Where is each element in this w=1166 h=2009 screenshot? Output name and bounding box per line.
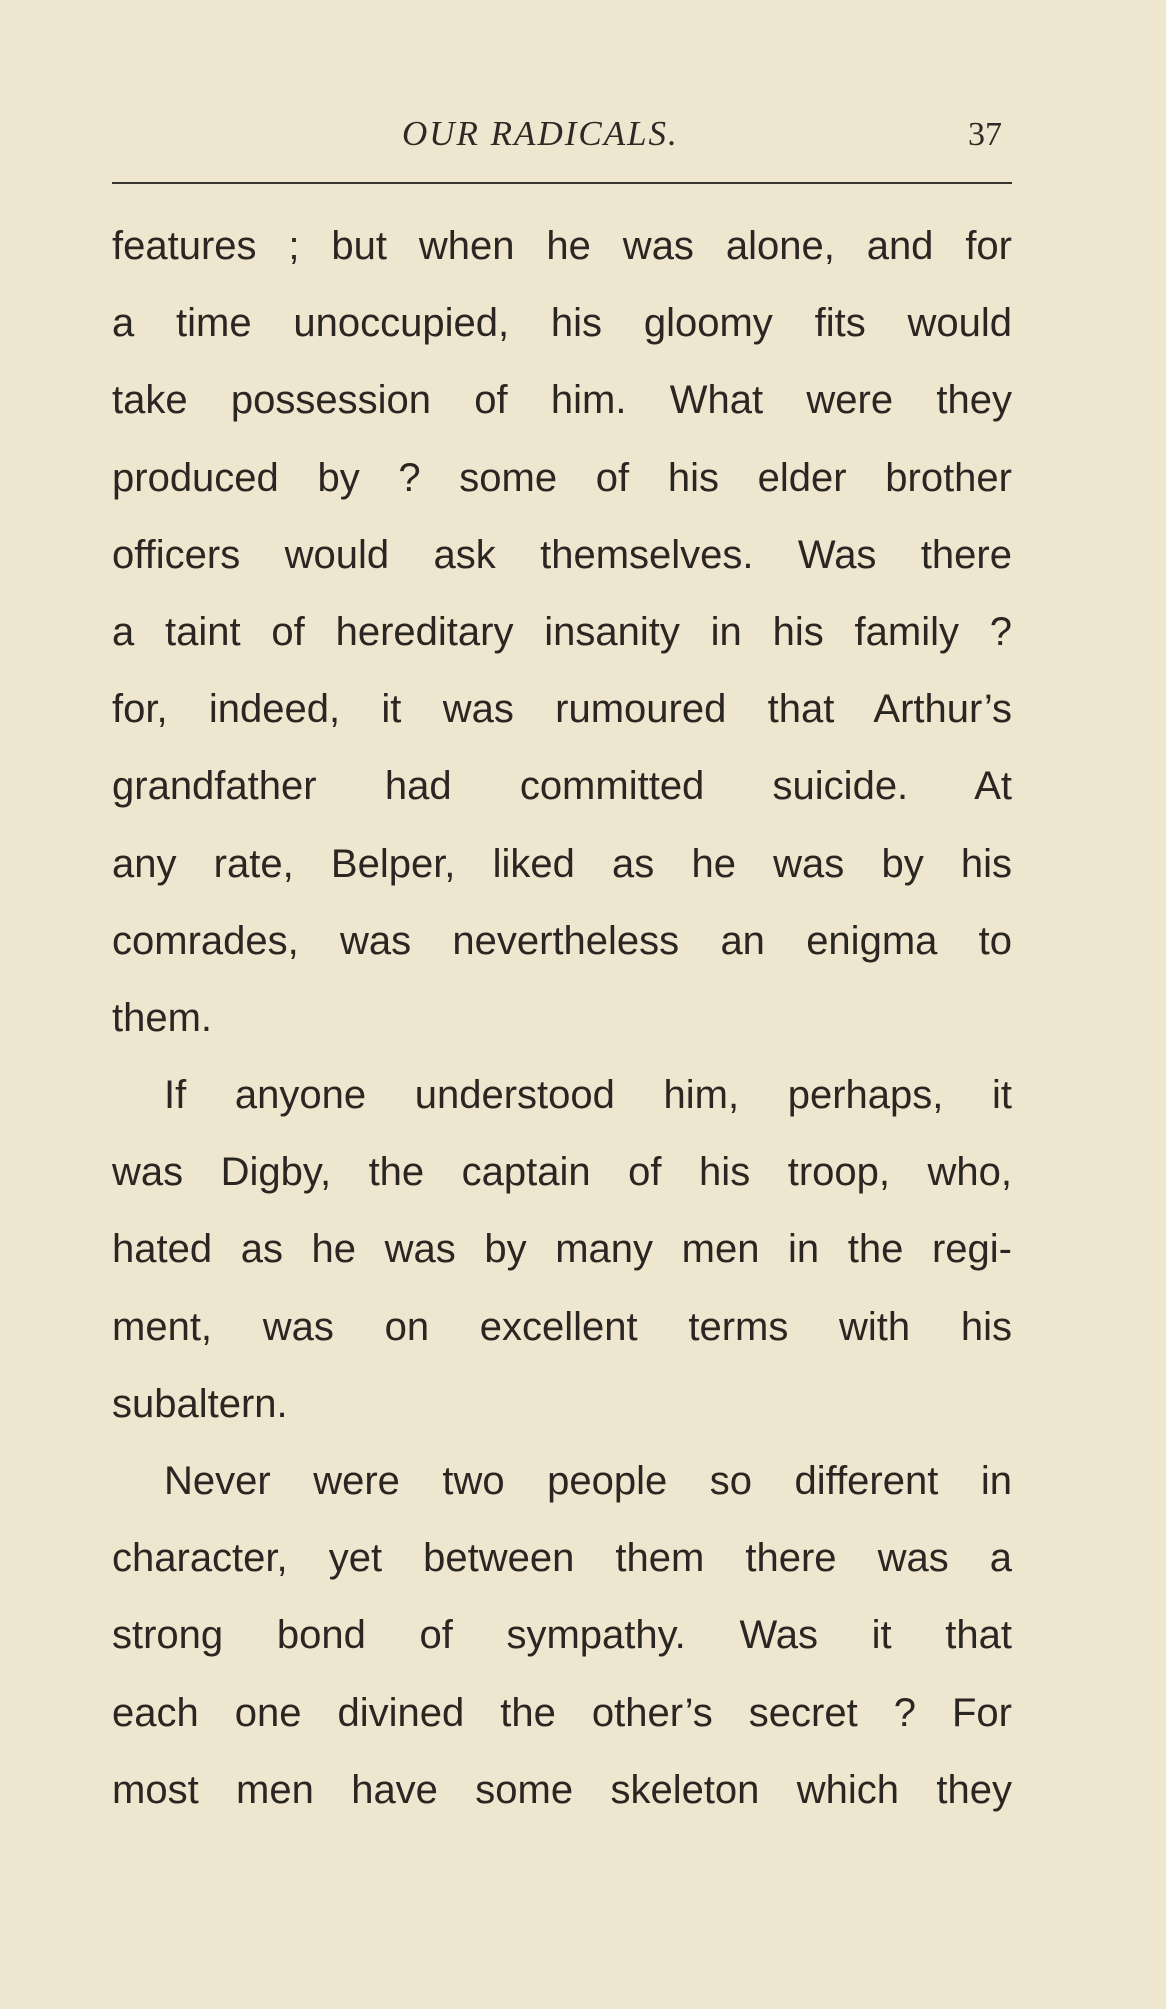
- text-line: grandfather had committed suicide. At: [112, 764, 1012, 809]
- text-line: any rate, Belper, liked as he was by his: [112, 841, 1012, 886]
- text-line: ment, was on excellent terms with his: [112, 1304, 1012, 1349]
- running-head: [112, 108, 1012, 168]
- text-line: each one divined the other’s secret ? For: [112, 1690, 1012, 1735]
- text-line: officers would ask themselves. Was there: [112, 532, 1012, 577]
- text-line: most men have some skeleton which they: [112, 1767, 1012, 1812]
- text-line: take possession of him. What were they: [112, 378, 1012, 423]
- text-line: hated as he was by many men in the regi-: [112, 1227, 1012, 1272]
- text-line: strong bond of sympathy. Was it that: [112, 1613, 1012, 1658]
- text-line: them.: [112, 995, 213, 1040]
- text-line: character, yet between them there was a: [112, 1536, 1012, 1581]
- text-line: features ; but when he was alone, and for: [112, 224, 1012, 268]
- text-line: for, indeed, it was rumoured that Arthur’s: [112, 687, 1012, 732]
- text-line: subaltern.: [112, 1381, 288, 1426]
- text-line: produced by ? some of his elder brother: [112, 455, 1012, 500]
- header-rule: [112, 182, 1012, 184]
- text-line: comrades, was nevertheless an enigma to: [112, 918, 1012, 963]
- page-number: 37: [968, 116, 1002, 153]
- paragraph-first-line: If anyone understood him, perhaps, it: [164, 1073, 1012, 1118]
- text-line: a taint of hereditary insanity in his family ?: [112, 609, 1012, 654]
- paragraph-first-line: Never were two people so different in: [164, 1459, 1012, 1503]
- running-title: OUR RADICALS.: [402, 114, 679, 153]
- body-text: [112, 208, 1012, 1829]
- text-line: a time unoccupied, his gloomy fits would: [112, 301, 1012, 346]
- text-line: was Digby, the captain of his troop, who,: [112, 1150, 1012, 1195]
